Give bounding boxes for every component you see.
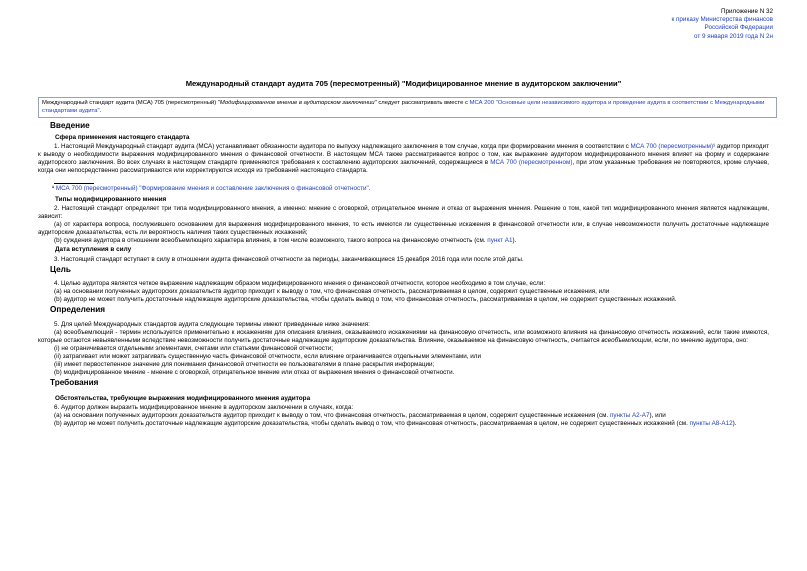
paragraph-5a-iii: (iii) имеет первостепенное значение для понимания финансовой отчетности ее пользователями в плане раскрытия информации;	[54, 360, 435, 368]
heading-effective-date: Дата вступления в силу	[55, 246, 132, 254]
isa-200-link[interactable]: МСА 200 "Основные цели независимого аудитора и проведение аудита в соответствии с Международными стандартами аудита"	[42, 100, 765, 114]
paragraph-5a: (a) всеобъемлющий - термин используется применительно к искажениям для описания влияния, оказываемого искажениями на финансовую отчетность, или возможного влияния на финансовую отчетность искажений, если такие имеются, которые остаются невыявленными вследствие невозможности получить достаточные надлежащие аудиторские доказательства. Влияние, оказываемое на финансовую отчетность, считается всеобъемлющим, если, по мнению аудитора, оно:	[38, 328, 769, 344]
paras-a2-a7-link[interactable]: пункты A2-A7	[609, 411, 650, 419]
heading-circumstances: Обстоятельства, требующие выражения модифицированного мнения аудитора	[55, 394, 311, 402]
paragraph-5: 5. Для целей Международных стандартов аудита следующие термины имеют приведенные ниже значения:	[54, 320, 370, 328]
document-title: Международный стандарт аудита 705 (пересмотренный) "Модифицированное мнение в аудиторском заключении"	[185, 79, 622, 88]
note-text-2: " следует рассматривать вместе с	[374, 100, 470, 106]
note-box: Международный стандарт аудита (МСА) 705 (пересмотренный) "Модифицированное мнение в аудиторском заключении" следует рассматривать вместе с МСА 200 "Основные цели независимого аудитора и проведение аудита в соответствии с Международными стандартами аудита".	[38, 97, 777, 118]
order-link-line3[interactable]: от 9 января 2019 года N 2н	[694, 32, 773, 40]
order-link-line2[interactable]: Российской Федерации	[704, 24, 773, 32]
heading-definitions: Определения	[50, 305, 106, 315]
paragraph-5a-ii: (ii) затрагивает или может затрагивать существенную часть финансовой отчетности, если влияние ограничивается отдельными элементами, или	[54, 352, 481, 360]
paras-a8-a12-link[interactable]: пункты A8-A12	[689, 419, 733, 427]
heading-objective: Цель	[50, 264, 71, 274]
appendix-number: Приложение N 32	[721, 8, 773, 15]
footnote-divider	[54, 183, 94, 184]
paragraph-6b: (b) аудитор не может получить достаточные надлежащие аудиторские доказательства, чтобы сделать вывод о том, что финансовая отчетность, рассматриваемая в целом, не содержит существенных искажений (см. пункты A8-A12).	[54, 419, 737, 427]
paragraph-2a: (a) от характера вопроса, послужившего основанием для выражения модифицированного мнения, то есть имеются ли существенные искажения в финансовой отчетности или, в случае невозможности получить достаточные надлежащие аудиторские доказательства, есть ли вероятность наличия таких существенных искажений;	[38, 221, 769, 237]
paragraph-4b: (b) аудитор не может получить достаточные надлежащие аудиторские доказательства, чтобы сделать вывод о том, что финансовая отчетность, рассматриваемая в целом, не содержит существенных искажений.	[54, 296, 677, 304]
footnote-isa-700-link[interactable]: МСА 700 (пересмотренный) "Формирование мнения и составление заключения о финансовой отчетности"	[55, 184, 369, 192]
heading-scope: Сфера применения настоящего стандарта	[55, 133, 190, 141]
isa-700-link-2[interactable]: МСА 700 (пересмотренном)	[490, 158, 573, 166]
paragraph-4: 4. Целью аудитора является четкое выражение надлежащим образом модифицированного мнения о финансовой отчетности, которое необходимо в том случае, если:	[54, 280, 546, 288]
paragraph-4a: (a) на основании полученных аудиторских доказательств аудитор приходит к выводу о том, что финансовая отчетность, рассматриваемая в целом, содержит существенные искажения, или	[54, 288, 610, 296]
isa-700-link[interactable]: МСА 700 (пересмотренным)	[630, 142, 714, 150]
paragraph-6: 6. Аудитор должен выразить модифицированное мнение в аудиторском заключении в случаях, когда:	[54, 403, 354, 411]
paragraph-2b: (b) суждения аудитора в отношении всеобъемлющего характера влияния, в том числе возможного, такого вопроса на финансовую отчетность (см. пункт A1).	[54, 237, 517, 245]
heading-types: Типы модифицированного мнения	[55, 195, 167, 203]
paragraph-5b: (b) модифицированное мнение - мнение с оговоркой, отрицательное мнение или отказ от выражения мнения о финансовой отчетности.	[54, 369, 455, 376]
heading-introduction: Введение	[50, 121, 90, 130]
note-text: Международный стандарт аудита (МСА) 705 (пересмотренный) "	[42, 100, 220, 106]
paragraph-1: 1. Настоящий Международный стандарт аудита (МСА) устанавливает обязанности аудитора по выпуску надлежащего заключения в том случае, когда при формировании мнения в соответствии с МСА 700 (пересмотренным)¹ аудитор приходит к выводу о необходимости выражения модифицированного мнения о финансовой отчетности. В настоящем МСА также рассматривается вопрос о том, как выражение аудитором модифицированного мнения влияет на форму и содержание аудиторского заключения. Во всех случаях в настоящем стандарте применяются требования к составлению аудиторских заключений, содержащиеся в МСА 700 (пересмотренном), при этом указанные требования не повторяются, кроме случаев, когда они непосредственно рассматриваются или корректируются исходя из требований настоящего стандарта.	[38, 142, 770, 174]
paragraph-5a-i: (i) не ограничивается отдельными элементами, счетами или статьями финансовой отчетности;	[54, 344, 334, 352]
heading-requirements: Требования	[50, 378, 99, 388]
para-a1-link[interactable]: пункт A1	[487, 237, 513, 245]
footnote-1: ¹ МСА 700 (пересмотренный) "Формирование мнения и составление заключения о финансовой отчетности".	[52, 184, 371, 192]
paragraph-6a: (a) на основании полученных аудиторских доказательств аудитор приходит к выводу о том, что финансовая отчетность, рассматриваемая в целом, содержит существенные искажения (см. пункты A2-A7), или	[54, 411, 666, 419]
paragraph-3: 3. Настоящий стандарт вступает в силу в отношении аудита финансовой отчетности за периоды, заканчивающиеся 15 декабря 2016 года или после этой даты.	[54, 255, 524, 263]
note-italic: Модифицированное мнение в аудиторском заключении	[219, 100, 375, 106]
document-body	[38, 120, 769, 428]
appendix-header	[672, 8, 773, 41]
order-link-line1[interactable]: к приказу Министерства финансов	[671, 16, 773, 24]
paragraph-2: 2. Настоящий стандарт определяет три типа модифицированного мнения, а именно: мнение с оговоркой, отрицательное мнение и отказ от выражения мнения. Решение о том, какой тип модифицированного мнения является надлежащим, зависит:	[38, 205, 769, 221]
